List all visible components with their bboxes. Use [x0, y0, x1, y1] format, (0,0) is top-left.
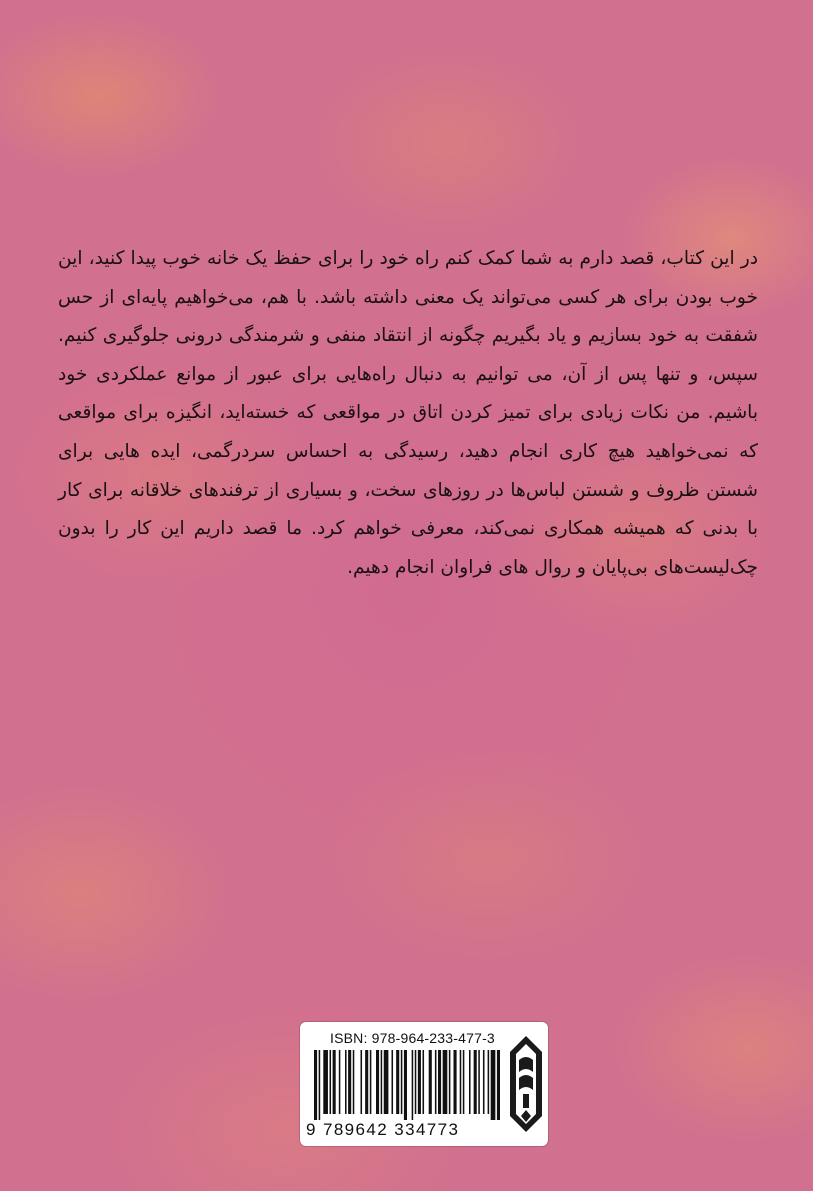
back-cover-blurb: در این کتاب، قصد دارم به شما کمک کنم راه خود را برای حفظ یک خانه خوب پیدا کنید، این خوب بودن برای هر کسی می‌تواند یک معنی داشته باشد. با هم، می‌خواهیم پایه‌ای از حس شفقت به خود بسازیم و یاد بگیریم چگونه از انتقاد منفی و شرمندگی درونی جلوگیری کنیم. سپس، و تنها پس از آن، می توانیم به دنبال راه‌هایی برای عبور از موانع عملکردی خود باشیم. من نکات زیادی برای تمیز کردن اتاق در مواقعی که خسته‌اید، انگیزه برای مواقعی که نمی‌خواهید هیچ کاری انجام دهید، رسیدگی به احساس سردرگمی، ایده هایی برای شستن ظروف و شستن لباس‌ها در روزهای سخت، و بسیاری از ترفندهای خلاقانه برای کار با بدنی که همیشه همکاری نمی‌کند، معرفی خواهم کرد. ما قصد داریم این کار را بدون چک‌لیست‌های بی‌پایان و روال های فراوان انجام دهیم.: [58, 248, 758, 578]
publisher-logo-icon: [506, 1032, 546, 1136]
barcode-digits: 9 789642 334773: [306, 1120, 460, 1139]
barcode-bars: [314, 1050, 504, 1120]
isbn-label: ISBN: 978-964-233-477-3: [330, 1030, 495, 1046]
